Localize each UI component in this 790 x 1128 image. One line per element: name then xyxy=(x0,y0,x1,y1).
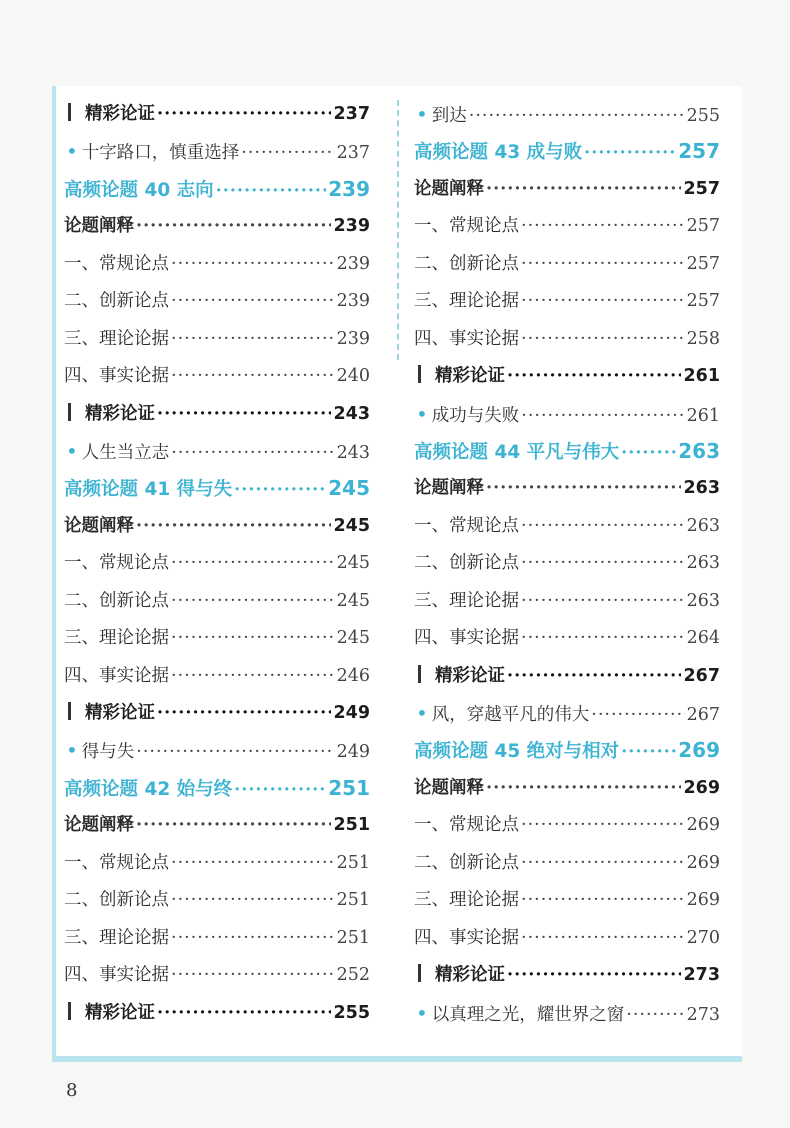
toc-entry-page-number: 269 xyxy=(686,852,720,873)
toc-entry-plain[interactable] xyxy=(64,321,370,358)
toc-entry-page-number: 243 xyxy=(336,442,370,463)
toc-entry-topic[interactable] xyxy=(414,133,720,170)
toc-entry-plain[interactable] xyxy=(414,770,720,807)
toc-entry-page-number: 251 xyxy=(333,815,370,836)
dot-leader xyxy=(171,435,334,470)
section-bar-icon xyxy=(68,403,71,421)
toc-entry-plain[interactable] xyxy=(414,620,720,657)
section-bar-icon xyxy=(68,103,71,121)
toc-entry-page-number: 240 xyxy=(336,366,370,387)
toc-entry-plain[interactable] xyxy=(414,208,720,245)
toc-entry-page-number: 261 xyxy=(683,366,720,387)
bullet-dot-icon: • xyxy=(66,438,78,463)
toc-entry-page-number: 263 xyxy=(683,478,720,499)
dot-leader xyxy=(521,920,685,957)
toc-entry-title: 一、常规论点 xyxy=(414,216,519,237)
dot-leader xyxy=(584,135,676,170)
toc-entry-page-number: 263 xyxy=(686,590,720,611)
dot-leader xyxy=(621,734,676,769)
toc-entry-section[interactable] xyxy=(414,957,720,994)
dot-leader xyxy=(507,658,681,695)
toc-entry-bullet[interactable] xyxy=(414,96,720,133)
dot-leader xyxy=(171,545,335,582)
toc-entry-title: 四、事实论据 xyxy=(414,628,519,649)
dot-leader xyxy=(157,396,331,433)
section-bar-icon xyxy=(418,365,421,383)
toc-entry-title: 风，穿越平凡的伟大 xyxy=(431,705,590,725)
toc-entry-page-number: 257 xyxy=(686,216,720,237)
page-number: 8 xyxy=(66,1080,78,1101)
toc-entry-title: 论题阐释 xyxy=(414,478,484,499)
toc-entry-title: 高频论题 41 得与失 xyxy=(64,479,233,501)
dot-leader xyxy=(136,734,334,769)
dot-leader xyxy=(216,173,327,208)
toc-entry-bullet[interactable] xyxy=(414,695,720,732)
bullet-dot-icon: • xyxy=(66,139,78,164)
toc-entry-page-number: 270 xyxy=(686,927,720,948)
dot-leader xyxy=(521,246,685,283)
toc-entry-page-number: 237 xyxy=(336,143,370,164)
dot-leader xyxy=(157,96,331,133)
dot-leader xyxy=(171,583,335,620)
toc-entry-bullet[interactable] xyxy=(64,433,370,470)
dot-leader xyxy=(157,995,331,1032)
bullet-dot-icon: • xyxy=(416,701,428,725)
section-bar-icon xyxy=(418,665,421,683)
dot-leader xyxy=(626,997,684,1032)
dot-leader xyxy=(171,321,335,358)
toc-entry-page-number: 269 xyxy=(686,815,720,836)
dot-leader xyxy=(171,845,335,882)
toc-entry-plain[interactable] xyxy=(414,845,720,882)
toc-entry-page-number: 239 xyxy=(333,216,370,237)
dot-leader xyxy=(171,246,335,283)
toc-entry-page-number: 245 xyxy=(336,590,370,611)
toc-entry-title: 精彩论证 xyxy=(435,665,505,686)
toc-entry-plain[interactable] xyxy=(414,246,720,283)
toc-entry-section[interactable] xyxy=(414,658,720,695)
toc-entry-page-number: 245 xyxy=(336,628,370,649)
toc-entry-plain[interactable] xyxy=(64,545,370,582)
toc-entry-title: 高频论题 43 成与败 xyxy=(414,142,583,164)
toc-entry-page-number: 239 xyxy=(336,253,370,274)
toc-entry-title: 三、理论论据 xyxy=(64,927,169,948)
section-bar-icon xyxy=(68,702,71,720)
dot-leader xyxy=(171,620,335,657)
toc-entry-topic[interactable] xyxy=(414,433,720,470)
section-bar-icon xyxy=(68,1002,71,1020)
toc-entry-title: 成功与失败 xyxy=(431,405,520,426)
toc-entry-title: 四、事实论据 xyxy=(64,965,169,986)
dot-leader xyxy=(171,920,335,957)
toc-entry-plain[interactable] xyxy=(64,957,370,994)
toc-entry-plain[interactable] xyxy=(64,807,370,844)
toc-entry-title: 一、常规论点 xyxy=(414,515,519,536)
toc-entry-page-number: 269 xyxy=(683,777,720,798)
toc-entry-title: 二、创新论点 xyxy=(64,590,169,611)
toc-entry-page-number: 239 xyxy=(336,328,370,349)
toc-entry-title: 论题阐释 xyxy=(64,216,134,237)
toc-entry-plain[interactable] xyxy=(414,545,720,582)
dot-leader xyxy=(591,697,684,732)
toc-entry-page-number: 249 xyxy=(333,703,370,723)
toc-entry-plain[interactable] xyxy=(64,246,370,283)
bullet-dot-icon: • xyxy=(416,102,428,126)
toc-column-right xyxy=(414,96,720,1032)
toc-entry-title: 十字路口，慎重选择 xyxy=(81,143,240,164)
dot-leader xyxy=(507,358,681,395)
toc-entry-title: 三、理论论据 xyxy=(414,291,519,312)
toc-entry-page-number: 239 xyxy=(336,291,370,312)
dot-leader xyxy=(136,807,331,844)
toc-entry-page-number: 257 xyxy=(678,139,720,164)
toc-entry-plain[interactable] xyxy=(414,321,720,358)
dot-leader xyxy=(521,545,685,582)
toc-entry-page-number: 245 xyxy=(333,515,370,536)
bullet-dot-icon: • xyxy=(416,1000,428,1025)
dot-leader xyxy=(507,957,681,994)
dot-leader xyxy=(171,358,335,395)
toc-entry-title: 得与失 xyxy=(81,742,135,763)
dot-leader xyxy=(521,398,684,433)
dot-leader xyxy=(171,283,335,320)
dot-leader xyxy=(469,98,685,133)
dot-leader xyxy=(521,321,685,358)
toc-entry-page-number: 257 xyxy=(683,178,720,199)
toc-entry-page-number: 269 xyxy=(678,738,720,763)
toc-entry-title: 二、创新论点 xyxy=(64,291,169,312)
toc-entry-title: 精彩论证 xyxy=(85,104,155,124)
toc-entry-page-number: 239 xyxy=(328,176,370,201)
dot-leader xyxy=(521,583,685,620)
bullet-dot-icon: • xyxy=(66,738,78,763)
toc-entry-page-number: 249 xyxy=(336,742,370,763)
toc-entry-page-number: 252 xyxy=(336,965,370,986)
toc-entry-title: 精彩论证 xyxy=(85,1002,155,1023)
toc-entry-page-number: 258 xyxy=(686,328,720,349)
toc-entry-title: 三、理论论据 xyxy=(64,628,169,649)
bullet-dot-icon: • xyxy=(416,401,428,426)
toc-entry-title: 三、理论论据 xyxy=(414,890,519,911)
toc-entry-page-number: 257 xyxy=(686,253,720,274)
toc-entry-topic[interactable] xyxy=(64,770,370,807)
toc-entry-page-number: 251 xyxy=(336,927,370,948)
dot-leader xyxy=(521,807,685,844)
toc-entry-page-number: 267 xyxy=(686,705,720,725)
toc-entry-page-number: 243 xyxy=(333,403,370,424)
toc-entry-page-number: 251 xyxy=(328,775,370,800)
toc-entry-plain[interactable] xyxy=(64,845,370,882)
toc-entry-plain[interactable] xyxy=(64,508,370,545)
toc-entry-title: 论题阐释 xyxy=(64,515,134,536)
toc-entry-plain[interactable] xyxy=(414,920,720,957)
toc-entry-title: 人生当立志 xyxy=(81,442,170,463)
toc-entry-plain[interactable] xyxy=(64,920,370,957)
toc-entry-page-number: 264 xyxy=(686,628,720,649)
dot-leader xyxy=(521,208,685,245)
dot-leader xyxy=(234,472,326,507)
toc-entry-plain[interactable] xyxy=(414,807,720,844)
toc-entry-section[interactable] xyxy=(64,995,370,1032)
dot-leader xyxy=(621,435,676,470)
dot-leader xyxy=(171,882,335,919)
toc-entry-title: 精彩论证 xyxy=(85,403,155,424)
toc-entry-title: 一、常规论点 xyxy=(414,815,519,836)
toc-entry-title: 三、理论论据 xyxy=(64,328,169,349)
toc-entry-bullet[interactable] xyxy=(64,732,370,769)
dot-leader xyxy=(171,658,335,695)
dot-leader xyxy=(234,772,326,807)
toc-entry-bullet[interactable] xyxy=(414,995,720,1032)
toc-entry-section[interactable] xyxy=(414,358,720,395)
toc-entry-plain[interactable] xyxy=(414,583,720,620)
dot-leader xyxy=(521,508,685,545)
toc-entry-page-number: 269 xyxy=(686,890,720,911)
toc-entry-plain[interactable] xyxy=(414,508,720,545)
toc-entry-title: 一、常规论点 xyxy=(64,852,169,873)
dot-leader xyxy=(521,620,685,657)
toc-entry-page-number: 273 xyxy=(683,965,720,986)
toc-entry-page-number: 261 xyxy=(686,405,720,426)
toc-entry-topic[interactable] xyxy=(64,470,370,507)
toc-entry-section[interactable] xyxy=(64,396,370,433)
toc-entry-page-number: 257 xyxy=(686,291,720,312)
toc-entry-page-number: 273 xyxy=(686,1004,720,1025)
toc-entry-plain[interactable] xyxy=(64,658,370,695)
toc-entry-page-number: 255 xyxy=(686,106,720,126)
dot-leader xyxy=(157,695,331,732)
section-bar-icon xyxy=(418,964,421,982)
toc-entry-plain[interactable] xyxy=(414,882,720,919)
toc-entry-title: 三、理论论据 xyxy=(414,590,519,611)
dot-leader xyxy=(136,508,331,545)
toc-entry-title: 精彩论证 xyxy=(435,366,505,387)
toc-entry-plain[interactable] xyxy=(64,208,370,245)
dot-leader xyxy=(486,770,681,807)
dot-leader xyxy=(486,171,681,208)
toc-entry-page-number: 245 xyxy=(336,553,370,574)
toc-entry-page-number: 237 xyxy=(333,104,370,124)
dot-leader xyxy=(241,135,334,170)
toc-entry-title: 二、创新论点 xyxy=(414,253,519,274)
toc-entry-title: 高频论题 40 志向 xyxy=(64,179,214,201)
toc-entry-title: 论题阐释 xyxy=(414,178,484,199)
toc-entry-title: 以真理之光，耀世界之窗 xyxy=(431,1004,625,1025)
toc-entry-title: 论题阐释 xyxy=(414,777,484,798)
toc-entry-plain[interactable] xyxy=(64,358,370,395)
toc-entry-title: 高频论题 45 绝对与相对 xyxy=(414,741,620,763)
toc-entry-section[interactable] xyxy=(64,96,370,133)
toc-entry-plain[interactable] xyxy=(64,882,370,919)
dot-leader xyxy=(521,283,685,320)
toc-entry-title: 四、事实论据 xyxy=(414,927,519,948)
toc-entry-title: 一、常规论点 xyxy=(64,553,169,574)
toc-entry-plain[interactable] xyxy=(64,283,370,320)
dot-leader xyxy=(521,845,685,882)
toc-entry-title: 论题阐释 xyxy=(64,815,134,836)
toc-entry-title: 二、创新论点 xyxy=(414,852,519,873)
toc-column-left xyxy=(64,96,370,1032)
toc-entry-bullet[interactable] xyxy=(414,396,720,433)
toc-entry-page-number: 267 xyxy=(683,665,720,686)
toc-entry-title: 二、创新论点 xyxy=(64,890,169,911)
column-divider xyxy=(397,100,399,360)
toc-entry-page-number: 263 xyxy=(678,438,720,463)
toc-entry-page-number: 263 xyxy=(686,553,720,574)
toc-entry-bullet[interactable] xyxy=(64,133,370,170)
toc-entry-section[interactable] xyxy=(64,695,370,732)
toc-entry-page-number: 251 xyxy=(336,852,370,873)
toc-entry-topic[interactable] xyxy=(64,171,370,208)
dot-leader xyxy=(521,882,685,919)
toc-entry-plain[interactable] xyxy=(64,583,370,620)
toc-entry-plain[interactable] xyxy=(414,283,720,320)
toc-entry-plain[interactable] xyxy=(414,470,720,507)
dot-leader xyxy=(171,957,335,994)
dot-leader xyxy=(486,470,681,507)
toc-entry-title: 二、创新论点 xyxy=(414,553,519,574)
toc-entry-title: 四、事实论据 xyxy=(64,366,169,387)
toc-entry-page-number: 251 xyxy=(336,890,370,911)
toc-entry-plain[interactable] xyxy=(64,620,370,657)
toc-entry-page-number: 263 xyxy=(686,515,720,536)
toc-entry-title: 精彩论证 xyxy=(85,703,155,723)
toc-entry-title: 四、事实论据 xyxy=(64,665,169,686)
toc-entry-page-number: 246 xyxy=(336,665,370,686)
toc-entry-page-number: 245 xyxy=(328,476,370,501)
toc-entry-title: 高频论题 44 平凡与伟大 xyxy=(414,441,620,463)
toc-entry-topic[interactable] xyxy=(414,732,720,769)
toc-entry-title: 高频论题 42 始与终 xyxy=(64,778,233,800)
toc-entry-title: 到达 xyxy=(431,106,467,126)
toc-entry-title: 四、事实论据 xyxy=(414,328,519,349)
toc-entry-title: 一、常规论点 xyxy=(64,253,169,274)
toc-entry-page-number: 255 xyxy=(333,1002,370,1023)
toc-entry-plain[interactable] xyxy=(414,171,720,208)
toc-entry-title: 精彩论证 xyxy=(435,965,505,986)
dot-leader xyxy=(136,208,331,245)
